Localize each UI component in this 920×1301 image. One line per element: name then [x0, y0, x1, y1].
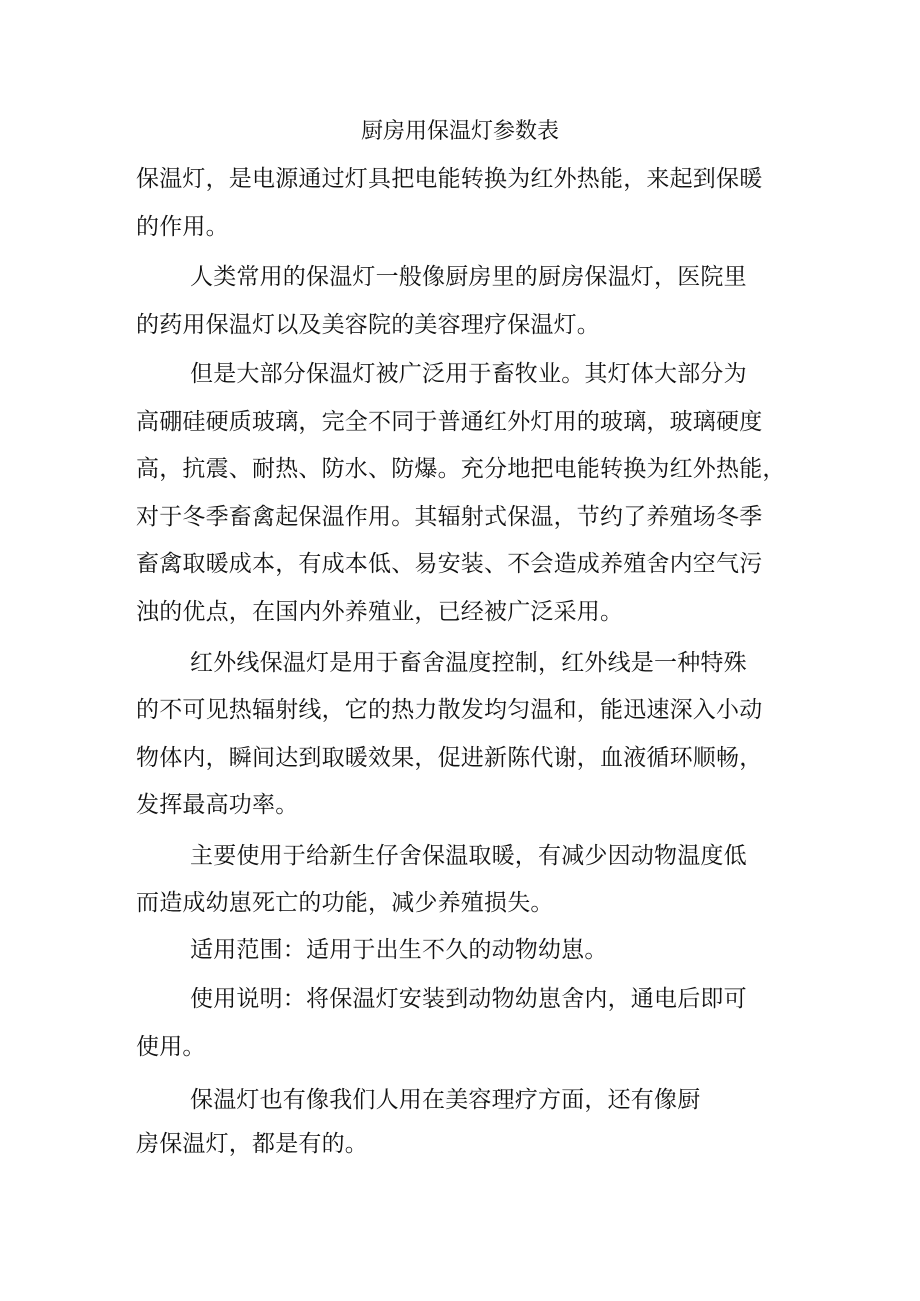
- paragraph-5-line-2: 而造成幼崽死亡的功能，减少养殖损失。: [136, 890, 554, 916]
- paragraph-3-line-2: 高硼硅硬质玻璃，完全不同于普通红外灯用的玻璃，玻璃硬度: [136, 409, 763, 435]
- paragraph-7-line-2: 使用。: [136, 1034, 206, 1060]
- paragraph-8-line-1: 保温灯也有像我们人用在美容理疗方面，还有像厨: [190, 1087, 701, 1113]
- paragraph-3-line-6: 浊的优点，在国内外养殖业，已经被广泛采用。: [136, 599, 624, 625]
- paragraph-4-line-2: 的不可见热辐射线，它的热力散发均匀温和，能迅速深入小动: [136, 697, 763, 723]
- paragraph-4-line-1: 红外线保温灯是用于畜舍温度控制，红外线是一种特殊: [190, 650, 747, 676]
- paragraph-3-line-3: 高，抗震、耐热、防水、防爆。充分地把电能转换为红外热能，: [136, 456, 786, 482]
- paragraph-1-line-2: 的作用。: [136, 214, 229, 240]
- paragraph-2-line-2: 的药用保温灯以及美容院的美容理疗保温灯。: [136, 312, 600, 338]
- paragraph-8-line-2: 房保温灯，都是有的。: [136, 1131, 368, 1157]
- paragraph-4-line-4: 发挥最高功率。: [136, 792, 299, 818]
- paragraph-7-line-1: 使用说明：将保温灯安装到动物幼崽舍内，通电后即可: [190, 986, 747, 1012]
- paragraph-3-line-4: 对于冬季畜禽起保温作用。其辐射式保温，节约了养殖场冬季: [136, 504, 763, 530]
- paragraph-3-line-1: 但是大部分保温灯被广泛用于畜牧业。其灯体大部分为: [190, 361, 747, 387]
- paragraph-4-line-3: 物体内，瞬间达到取暖效果，促进新陈代谢，血液循环顺畅，: [136, 745, 763, 771]
- paragraph-5-line-1: 主要使用于给新生仔舍保温取暖，有减少因动物温度低: [190, 843, 747, 869]
- paragraph-3-line-5: 畜禽取暖成本，有成本低、易安装、不会造成养殖舍内空气污: [136, 551, 763, 577]
- paragraph-1-line-1: 保温灯，是电源通过灯具把电能转换为红外热能，来起到保暖: [136, 166, 763, 192]
- document-title: 厨房用保温灯参数表: [360, 119, 559, 144]
- paragraph-6-line-1: 适用范围：适用于出生不久的动物幼崽。: [190, 937, 608, 963]
- paragraph-2-line-1: 人类常用的保温灯一般像厨房里的厨房保温灯，医院里: [190, 264, 747, 290]
